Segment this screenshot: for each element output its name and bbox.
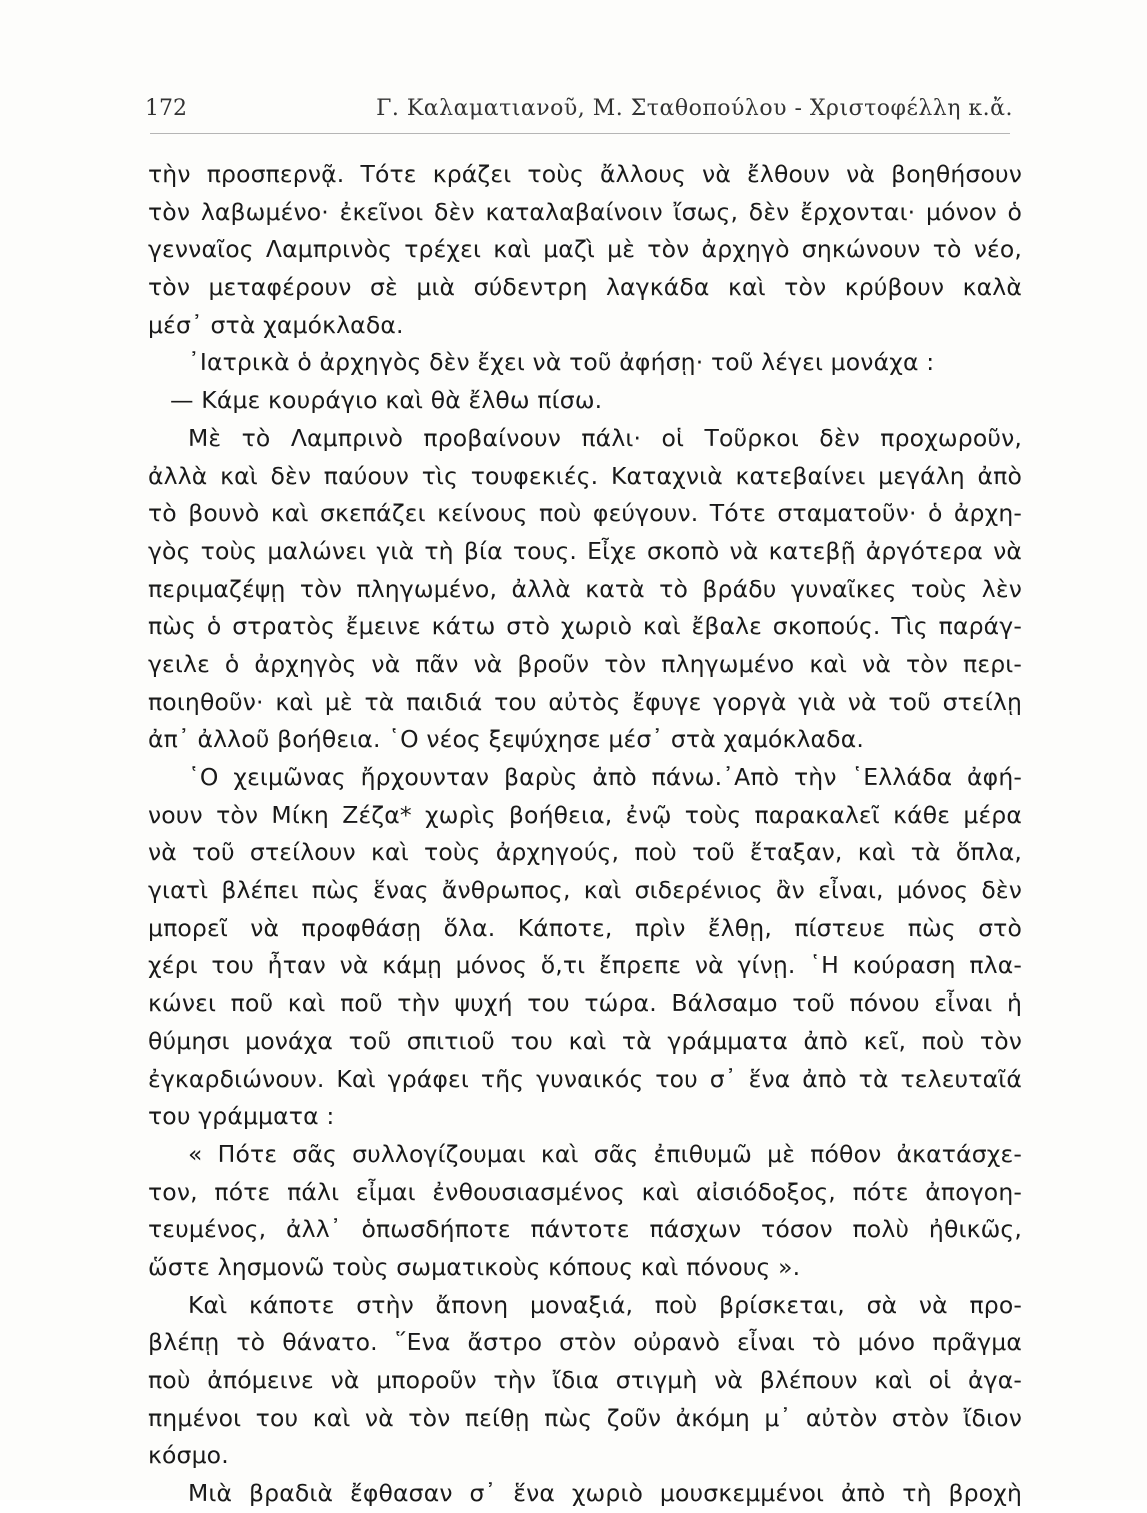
text-line: κώνει ποῦ καὶ ποῦ τὴν ψυχή του τώρα. Βάλσαμο τοῦ πόνου εἶναι ἡ	[148, 989, 1022, 1018]
text-line: τον, πότε πάλι εἶμαι ἐνθουσιασμένος καὶ αἰσιόδοξος, πότε ἀπογοη-	[148, 1177, 1022, 1206]
header-rule	[150, 133, 1010, 134]
text-line: ᾽Ιατρικὰ ὁ ἀρχηγὸς δὲν ἔχει νὰ τοῦ ἀφήσῃ· τοῦ λέγει μονάχα :	[188, 348, 935, 377]
text-line: περιμαζέψῃ τὸν πληγωμένο, ἀλλὰ κατὰ τὸ βράδυ γυναῖκες τοὺς λὲν	[148, 574, 1022, 603]
text-line: χέρι του ἦταν νὰ κάμῃ μόνος ὅ,τι ἔπρεπε νὰ γίνῃ. ῾Η κούραση πλα-	[148, 951, 1022, 980]
text-line: βλέπῃ τὸ θάνατο. ῞Ενα ἄστρο στὸν οὐρανὸ εἶναι τὸ μόνο πρᾶγμα	[148, 1328, 1022, 1357]
text-line: κόσμο.	[148, 1441, 229, 1470]
text-line: « Πότε σᾶς συλλογίζουμαι καὶ σᾶς ἐπιθυμῶ μὲ πόθον ἀκατάσχε-	[188, 1139, 1022, 1168]
text-line: μέσ᾽ στὰ χαμόκλαδα.	[148, 310, 404, 339]
text-line: νὰ τοῦ στείλουν καὶ τοὺς ἀρχηγούς, ποὺ τοῦ ἔταξαν, καὶ τὰ ὅπλα,	[148, 838, 1022, 867]
body-text	[148, 156, 1022, 1513]
text-line: πὼς ὁ στρατὸς ἔμεινε κάτω στὸ χωριὸ καὶ ἔβαλε σκοπούς. Τὶς παράγ-	[148, 612, 1022, 641]
text-line: ἐγκαρδιώνουν. Καὶ γράφει τῆς γυναικός του σ᾽ ἕνα ἀπὸ τὰ τελευταῖά	[148, 1064, 1022, 1093]
running-head	[145, 96, 1013, 136]
running-title: Γ. Καλαματιανοῦ, Μ. Σταθοπούλου - Χριστοφέλλη κ.ἄ.	[376, 96, 1013, 121]
text-line: τὴν προσπερνᾷ. Τότε κράζει τοὺς ἄλλους νὰ ἔλθουν νὰ βοηθήσουν	[148, 160, 1022, 188]
text-line: τὸ βουνὸ καὶ σκεπάζει κείνους ποὺ φεύγουν. Τότε σταματοῦν· ὁ ἀρχη-	[148, 499, 1022, 528]
text-line: τὸν μεταφέρουν σὲ μιὰ σύδεντρη λαγκάδα καὶ τὸν κρύβουν καλὰ	[148, 273, 1022, 302]
text-line: ῾Ο χειμῶνας ἤρχουνταν βαρὺς ἀπὸ πάνω.᾽Απὸ τὴν ῾Ελλάδα ἀφή-	[188, 763, 1022, 791]
text-line: Μὲ τὸ Λαμπρινὸ προβαίνουν πάλι· οἱ Τοῦρκοι δὲν προχωροῦν,	[188, 423, 1022, 452]
page-number: 172	[145, 96, 187, 121]
text-line: του γράμματα :	[148, 1102, 335, 1131]
text-line: νουν τὸν Μίκη Ζέζα* χωρὶς βοήθεια, ἐνῷ τοὺς παρακαλεῖ κάθε μέρα	[148, 800, 1022, 829]
text-line: Μιὰ βραδιὰ ἔφθασαν σ᾽ ἕνα χωριὸ μουσκεμμένοι ἀπὸ τὴ βροχὴ	[188, 1479, 1022, 1508]
text-line: Καὶ κάποτε στὴν ἄπονη μοναξιά, ποὺ βρίσκεται, σὰ νὰ προ-	[188, 1290, 1022, 1319]
text-line: ἀπ᾽ ἀλλοῦ βοήθεια. ῾Ο νέος ξεψύχησε μέσ᾽ στὰ χαμόκλαδα.	[148, 725, 864, 754]
text-line: γιατὶ βλέπει πὼς ἕνας ἄνθρωπος, καὶ σιδερένιος ἂν εἶναι, μόνος δὲν	[148, 876, 1022, 905]
text-line: γὸς τοὺς μαλώνει γιὰ τὴ βία τους. Εἶχε σκοπὸ νὰ κατεβῇ ἀργότερα νὰ	[148, 536, 1022, 565]
text-line: γειλε ὁ ἀρχηγὸς νὰ πᾶν νὰ βροῦν τὸν πληγωμένο καὶ νὰ τὸν περι-	[148, 649, 1022, 678]
text-line: τὸν λαβωμένο· ἐκεῖνοι δὲν καταλαβαίνοιν ἴσως, δὲν ἔρχονται· μόνον ὁ	[148, 197, 1022, 226]
text-line: — Κάμε κουράγιο καὶ θὰ ἔλθω πίσω.	[170, 386, 603, 415]
text-line: πημένοι του καὶ νὰ τὸν πείθῃ πὼς ζοῦν ἀκόμη μ᾽ αὐτὸν στὸν ἴδιον	[148, 1403, 1022, 1432]
text-line: ὥστε λησμονῶ τοὺς σωματικοὺς κόπους καὶ πόνους ».	[148, 1252, 801, 1281]
text-line: γενναῖος Λαμπρινὸς τρέχει καὶ μαζὶ μὲ τὸν ἀρχηγὸ σηκώνουν τὸ νέο,	[148, 235, 1022, 264]
text-line: θύμησι μονάχα τοῦ σπιτιοῦ του καὶ τὰ γράμματα ἀπὸ κεῖ, ποὺ τὸν	[148, 1026, 1022, 1055]
text-line: ποιηθοῦν· καὶ μὲ τὰ παιδιά του αὐτὸς ἔφυγε γοργὰ γιὰ νὰ τοῦ στείλῃ	[148, 687, 1022, 716]
text-line: τευμένος, ἀλλ᾽ ὁπωσδήποτε πάντοτε πάσχων τόσον πολὺ ἠθικῶς,	[148, 1215, 1022, 1244]
text-line: ἀλλὰ καὶ δὲν παύουν τὶς τουφεκιές. Καταχνιὰ κατεβαίνει μεγάλη ἀπὸ	[148, 461, 1022, 490]
text-line: ποὺ ἀπόμεινε νὰ μποροῦν τὴν ἴδια στιγμὴ νὰ βλέπουν καὶ οἱ ἀγα-	[148, 1366, 1022, 1394]
text-line: μπορεῖ νὰ προφθάσῃ ὅλα. Κάποτε, πρὶν ἔλθῃ, πίστευε πὼς στὸ	[148, 913, 1022, 942]
